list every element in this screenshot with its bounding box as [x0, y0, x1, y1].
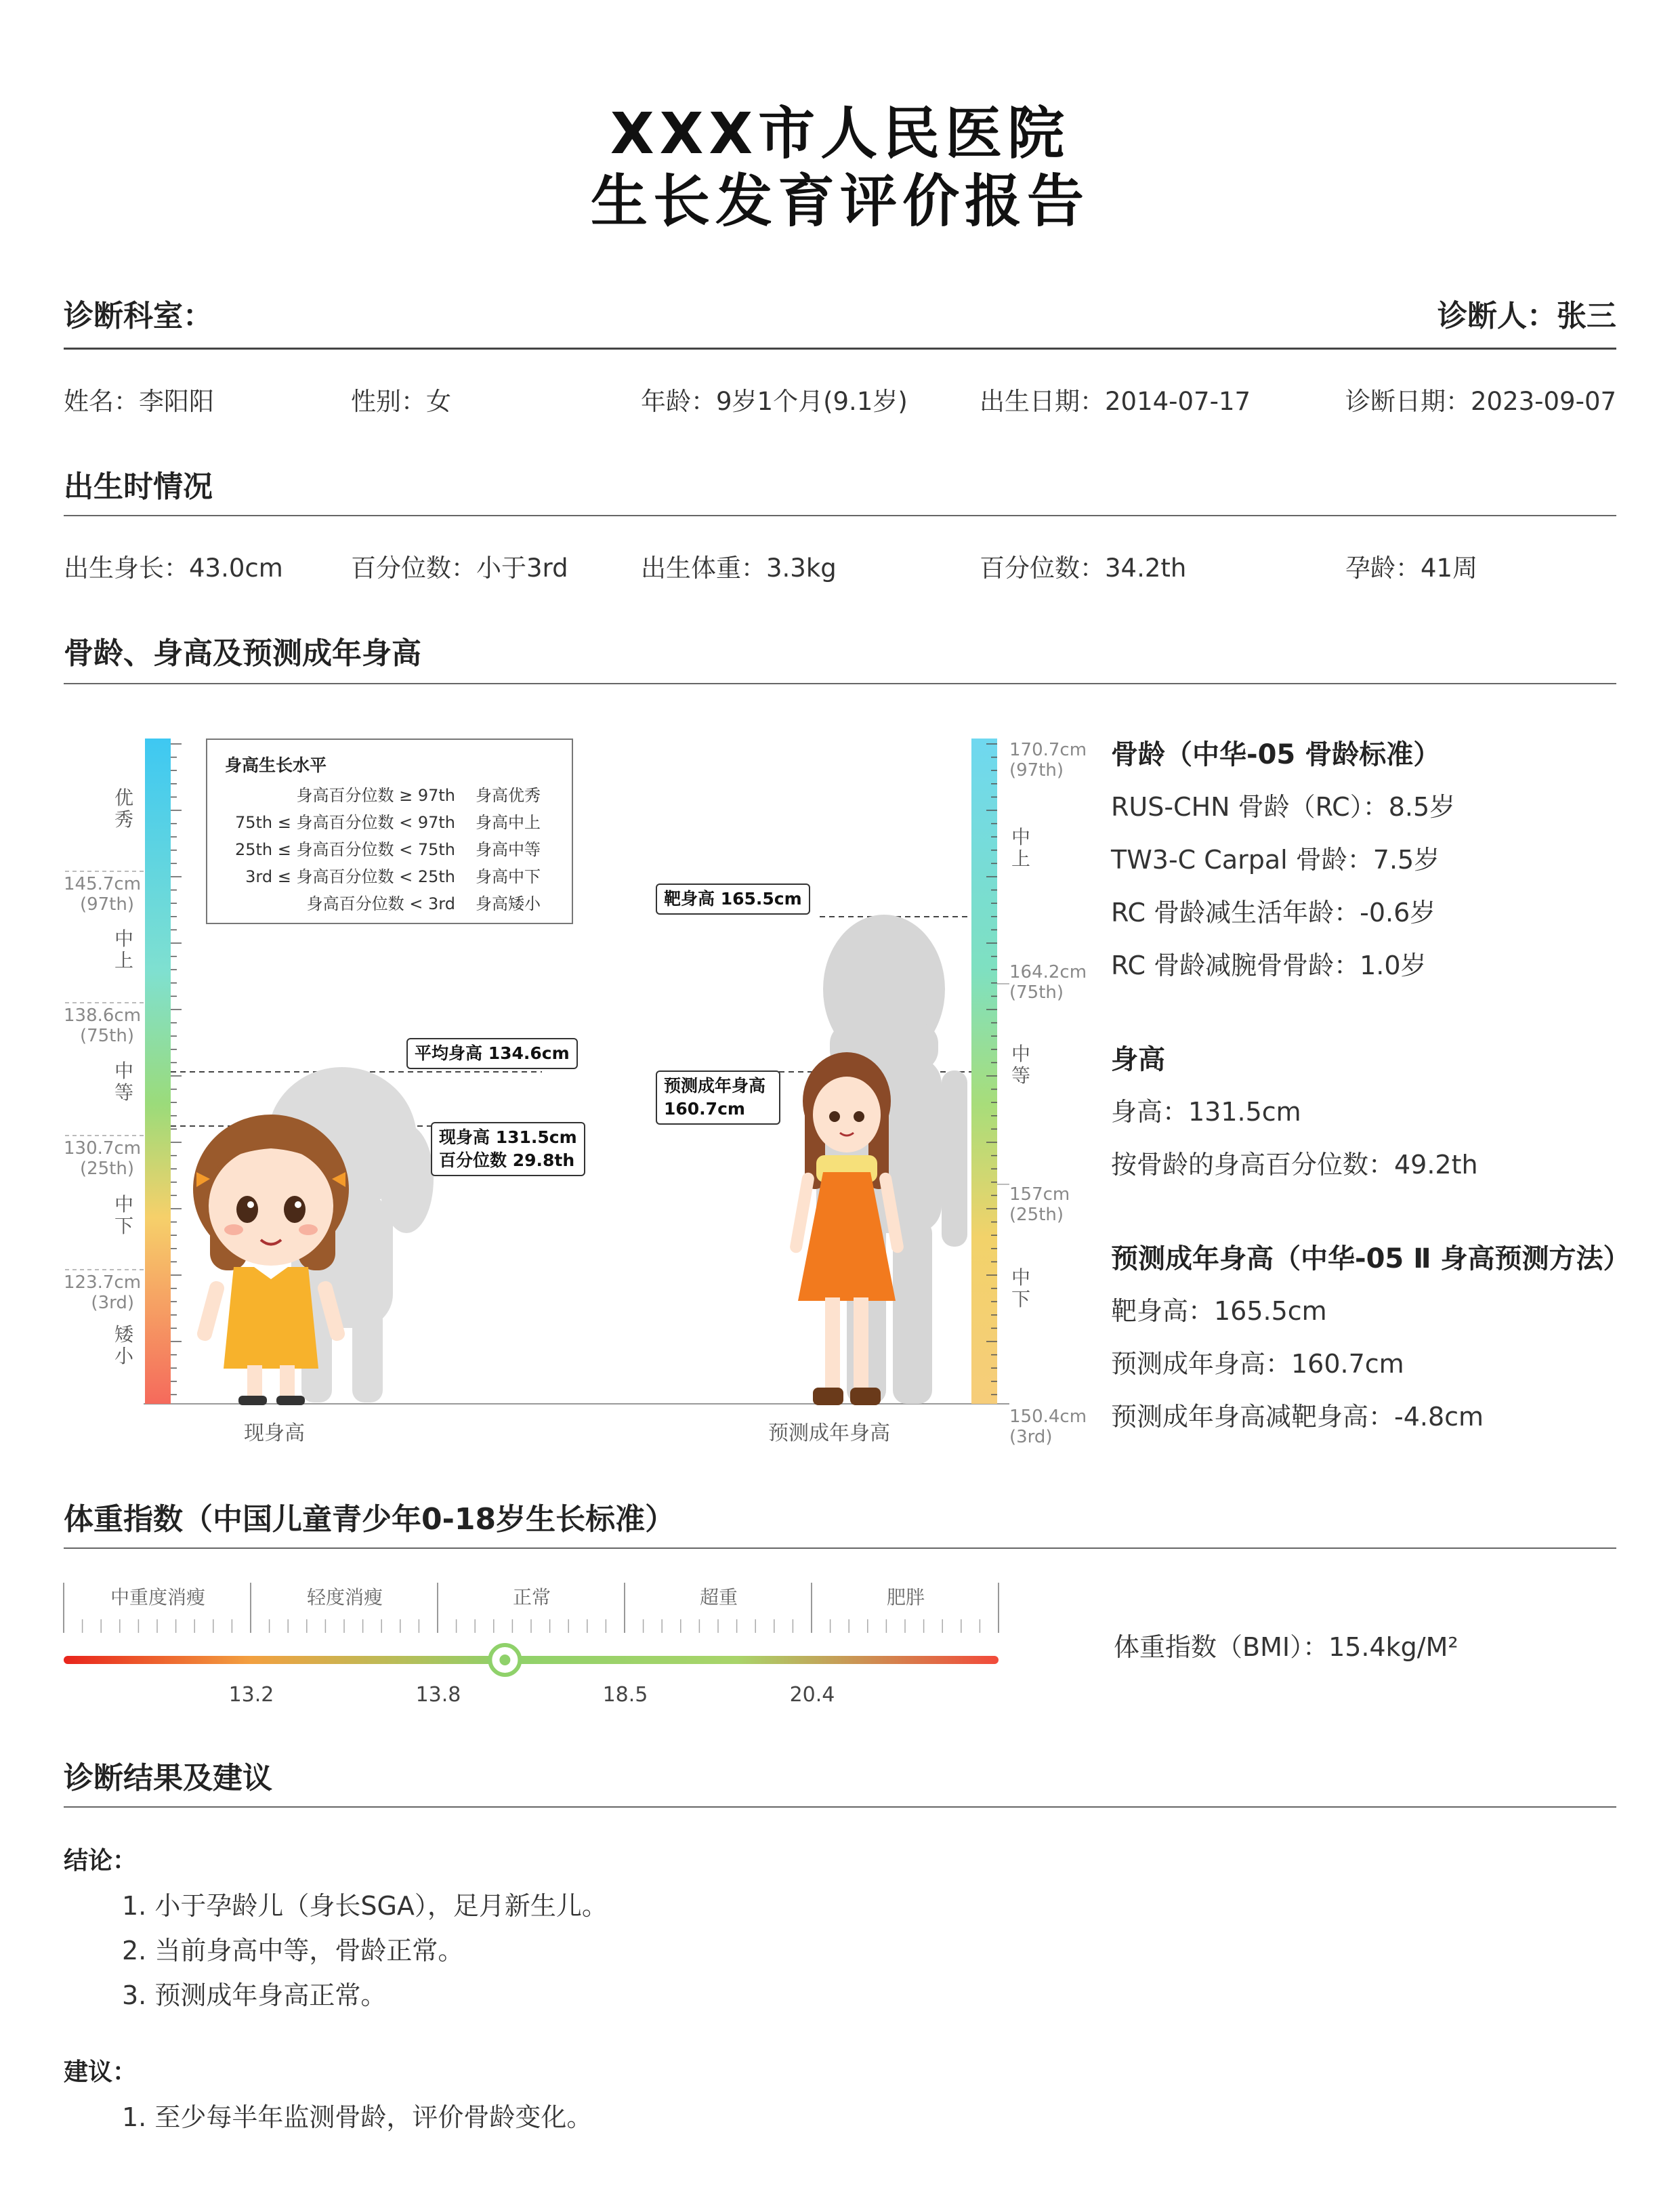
birth-length: 出生身长：43.0cm	[64, 554, 283, 583]
rc-minus-carpal: RC 骨龄减腕骨骨龄：1.0岁	[1111, 951, 1427, 980]
left-level-excellent: 优秀	[114, 787, 133, 831]
left-ruler-ticks	[171, 744, 182, 1394]
legend-row	[225, 890, 554, 914]
right-caption: 预测成年身高	[768, 1421, 890, 1445]
bmi-marker-dot	[499, 1655, 510, 1665]
left-caption: 现身高	[244, 1421, 305, 1445]
right-level-middle: 中等	[1011, 1043, 1030, 1087]
rc-minus-age: RC 骨龄减生活年龄：-0.6岁	[1111, 898, 1436, 928]
current-height-callout: 现身高 131.5cm 百分位数 29.8th	[431, 1122, 585, 1176]
bmi-cat-severe-thin: 中重度消瘦	[110, 1586, 205, 1608]
bmi-cat-obese: 肥胖	[886, 1586, 925, 1608]
predicted-minus-target: 预测成年身高减靶身高：-4.8cm	[1111, 1402, 1484, 1432]
legend-range: 3rd ≤ 身高百分位数 < 25th	[245, 867, 455, 886]
patient-sex: 性别：女	[351, 387, 451, 416]
bone-age-heading: 骨龄（中华-05 骨龄标准）	[1111, 739, 1441, 770]
birth-weight-percentile: 百分位数：34.2th	[980, 554, 1187, 583]
bmi-threshold-1: 13.2	[228, 1683, 274, 1707]
legend-range: 25th ≤ 身高百分位数 < 75th	[234, 840, 455, 859]
bmi-threshold-2: 13.8	[415, 1683, 461, 1707]
predicted-adult-height: 预测成年身高：160.7cm	[1111, 1349, 1404, 1379]
bmi-threshold-3: 18.5	[602, 1683, 648, 1707]
header-divider	[64, 348, 1616, 350]
right-mark-25th: 157cm (25th)	[1009, 1184, 1070, 1225]
patient-name: 姓名：李阳阳	[64, 387, 214, 416]
birth-section-heading: 出生时情况	[64, 470, 213, 504]
right-ruler-bar	[971, 739, 997, 1404]
bmi-gradient-bar	[64, 1656, 999, 1664]
predicted-height-callout: 预测成年身高 160.7cm	[656, 1070, 780, 1125]
left-level-upper-middle: 中上	[114, 928, 133, 972]
right-mark-97th: 170.7cm (97th)	[1009, 740, 1087, 781]
target-height-callout: 靶身高 165.5cm	[656, 883, 810, 915]
diagnosis-date: 诊断日期：2023-09-07	[1345, 387, 1617, 416]
left-mark-3rd: 123.7cm (3rd)	[64, 1272, 142, 1313]
bmi-value: 体重指数（BMI）：15.4kg/M²	[1114, 1632, 1458, 1662]
legend-level: 身高矮小	[476, 894, 541, 913]
conclusion-label: 结论：	[64, 1847, 138, 1875]
growth-section-heading: 骨龄、身高及预测成年身高	[64, 636, 421, 671]
current-height: 身高：131.5cm	[1111, 1097, 1301, 1127]
legend-row	[225, 809, 554, 833]
conclusion-item: 2. 当前身高中等，骨龄正常。	[122, 1936, 464, 1966]
left-mark-97th: 145.7cm (97th)	[64, 874, 142, 915]
height-heading: 身高	[1111, 1044, 1165, 1075]
legend-level: 身高中上	[476, 813, 541, 832]
legend-level: 身高优秀	[476, 786, 541, 805]
doctor-label: 诊断人：张三	[1437, 299, 1616, 333]
growth-divider	[64, 683, 1616, 684]
tw3-carpal-bone-age: TW3-C Carpal 骨龄：7.5岁	[1111, 845, 1440, 875]
bmi-divider	[64, 1547, 1616, 1549]
left-level-lower-middle: 中下	[114, 1193, 133, 1237]
legend-range: 身高百分位数 < 3rd	[306, 894, 455, 913]
birth-divider	[64, 515, 1616, 516]
legend-level: 身高中等	[476, 840, 541, 859]
gestational-age: 孕龄：41周	[1345, 554, 1478, 583]
left-level-short: 矮小	[114, 1323, 133, 1367]
advice-item: 1. 至少每半年监测骨龄，评价骨龄变化。	[122, 2102, 593, 2132]
left-level-middle: 中等	[114, 1060, 133, 1104]
height-percentile-by-bone-age: 按骨龄的身高百分位数：49.2th	[1111, 1150, 1478, 1180]
legend-row	[225, 836, 554, 860]
bmi-cat-normal: 正常	[512, 1586, 551, 1608]
bmi-cat-overweight: 超重	[699, 1586, 738, 1608]
right-level-upper-middle: 中上	[1011, 826, 1030, 870]
right-mark-75th: 164.2cm (75th)	[1009, 962, 1087, 1003]
target-height: 靶身高：165.5cm	[1111, 1296, 1327, 1326]
legend-level: 身高中下	[476, 867, 541, 886]
diagnosis-divider	[64, 1806, 1616, 1808]
bmi-cat-mild-thin: 轻度消瘦	[306, 1586, 383, 1608]
report-title: 生长发育评价报告	[590, 168, 1089, 234]
legend-range: 身高百分位数 ≥ 97th	[296, 786, 455, 805]
legend-row	[225, 863, 554, 887]
right-level-lower-middle: 中下	[1011, 1266, 1030, 1310]
advice-label: 建议：	[64, 2058, 138, 2086]
dept-label: 诊断科室：	[64, 299, 213, 333]
left-ruler-bar	[145, 739, 171, 1404]
prediction-heading: 预测成年身高（中华-05 Ⅱ 身高预测方法）	[1111, 1243, 1631, 1274]
bmi-threshold-4: 20.4	[789, 1683, 835, 1707]
birth-weight: 出生体重：3.3kg	[641, 554, 837, 583]
report-title-hospital: XXX市人民医院	[610, 100, 1070, 167]
conclusion-item: 3. 预测成年身高正常。	[122, 1980, 387, 2010]
right-mark-3rd: 150.4cm (3rd)	[1009, 1407, 1087, 1447]
conclusion-item: 1. 小于孕龄儿（身长SGA），足月新生儿。	[122, 1891, 608, 1921]
legend-row	[225, 782, 554, 806]
legend-title: 身高生长水平	[225, 755, 327, 775]
birth-length-percentile: 百分位数：小于3rd	[351, 554, 568, 583]
patient-birth-date: 出生日期：2014-07-17	[980, 387, 1251, 416]
bmi-marker	[490, 1645, 520, 1675]
legend-range: 75th ≤ 身高百分位数 < 97th	[234, 813, 455, 832]
diagnosis-section-heading: 诊断结果及建议	[64, 1761, 272, 1795]
rus-bone-age: RUS-CHN 骨龄（RC）：8.5岁	[1111, 792, 1456, 822]
bmi-section-heading: 体重指数（中国儿童青少年0-18岁生长标准）	[64, 1502, 675, 1537]
patient-age: 年龄：9岁1个月(9.1岁)	[641, 387, 908, 416]
left-mark-25th: 130.7cm (25th)	[64, 1138, 142, 1179]
avg-height-callout: 平均身高 134.6cm	[406, 1038, 578, 1069]
left-mark-75th: 138.6cm (75th)	[64, 1005, 142, 1046]
height-level-legend	[206, 739, 573, 924]
